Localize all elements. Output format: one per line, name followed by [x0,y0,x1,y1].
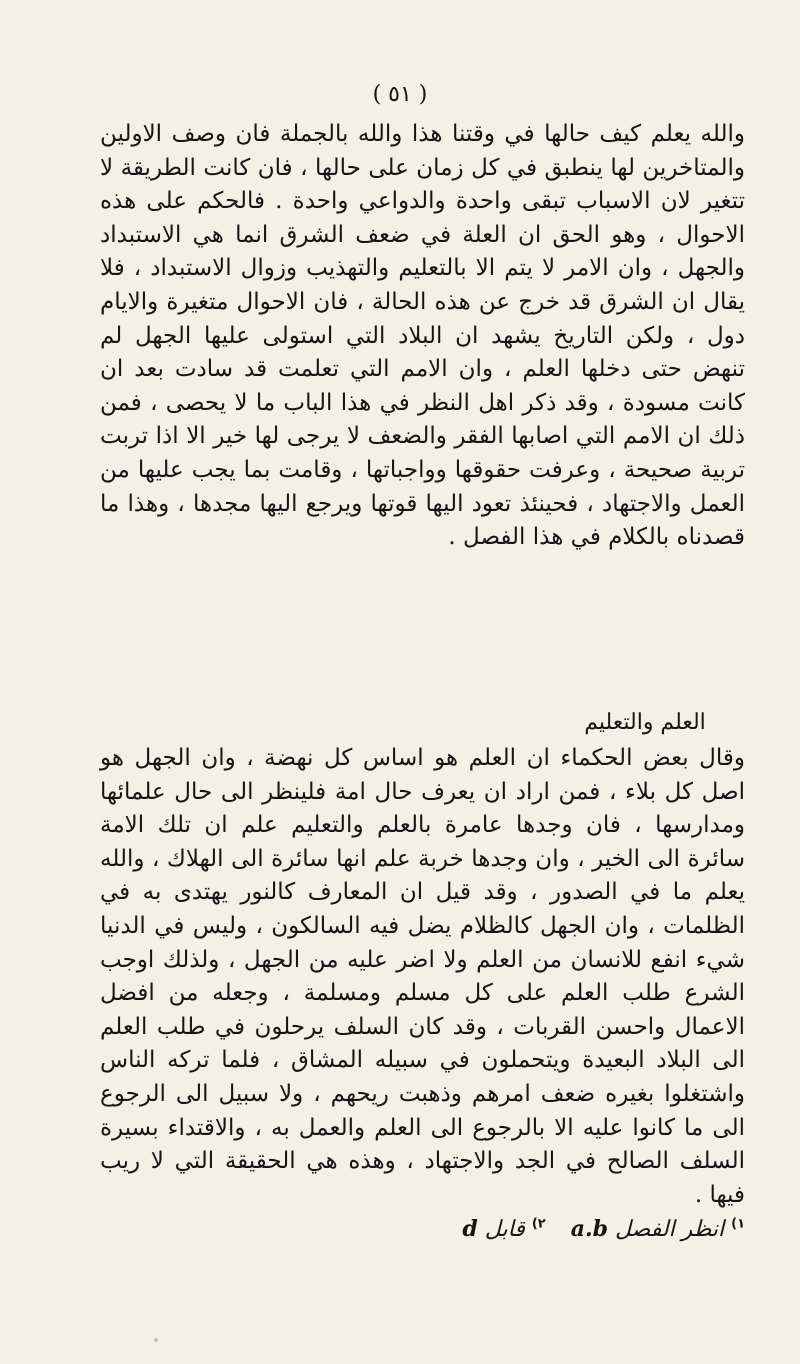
body-paragraph-2: وقال بعض الحكماء ان العلم هو اساس كل نهضة ، وان الجهل هو اصل كل بلاء ، فمن اراد ان يعرف حال امة فلينظر الى حال علمائها ومدارسها ، فان وجدها عامرة بالعلم والتعليم علم ان تلك الامة سائرة الى الخير ، وان وجدها خربة علم انها سائرة الى الهلاك ، والله يعلم ما في الصدور ، وقد قيل ان المعارف كالنور يهتدى به في الظلمات ، وان الجهل كالظلام يضل فيه السالكون ، وليس في الدنيا شيء انفع للانسان من العلم ولا اضر عليه من الجهل ، ولذلك اوجب الشرع طلب العلم على كل مسلم ومسلمة ، وجعله من افضل الاعمال واحسن القربات ، وقد كان السلف يرحلون في طلب العلم الى البلاد البعيدة ويتحملون في سبيله المشاق ، فلما تركه الناس واشتغلوا بغيره ضعف امرهم وذهبت ريحهم ، ولا سبيل الى الرجوع الى ما كانوا عليه الا بالرجوع الى العلم والعمل به ، والاقتداء بسيرة السلف الصالح في الجد والاجتهاد ، وهذه هي الحقيقة التي لا ريب فيها . [100,745,745,1208]
footnote-1-marker: ١) [731,1217,745,1232]
footnotes [100,1210,745,1245]
footnote-1 [564,1217,745,1242]
footnote-2-text: قابل [484,1217,525,1243]
footnote-1-latin: a.b [570,1216,608,1243]
footnote-2-latin: d [462,1216,478,1243]
page-number: ( ٥١ ) [372,82,428,107]
body-paragraph-1: والله يعلم كيف حالها في وقتنا هذا والله بالجملة فان وصف الاولين والمتاخرين لها ينطبق في كل زمان على حالها ، فان كانت الطريقة لا تتغير لان الاسباب تبقى واحدة والدواعي واحدة . فالحكم على هذه الاحوال ، وهو الحق ان العلة في ضعف الشرق انما هي الاستبداد والجهل ، وان الامر لا يتم الا بالتعليم والتهذيب وزوال الاستبداد ، فلا يقال ان الشرق قد خرج عن هذه الحالة ، فان الاحوال متغيرة والايام دول ، ولكن التاريخ يشهد ان البلاد التي استولى عليها الجهل لم تنهض حتى دخلها العلم ، وان الامم التي تعلمت قد سادت بعد ان كانت مسودة ، وقد ذكر اهل النظر في هذا الباب ما لا يحصى ، فمن ذلك ان الامم التي اصابها الفقر والضعف لا يرجى لها خير الا اذا تربت تربية صحيحة ، وعرفت حقوقها وواجباتها ، وقامت بما يجب عليها من العمل والاجتهاد ، فحينئذ تعود اليها قوتها ويرجع اليها مجدها ، وهذا ما قصدناه بالكلام في هذا الفصل . [100,121,745,551]
footnote-2-marker: ٢) [531,1217,546,1232]
section-heading: العلم والتعليم [584,710,706,735]
footnote-1-text: انظر الفصل [615,1217,725,1243]
paper-blemish [154,1338,158,1342]
footnote-2 [462,1217,545,1242]
